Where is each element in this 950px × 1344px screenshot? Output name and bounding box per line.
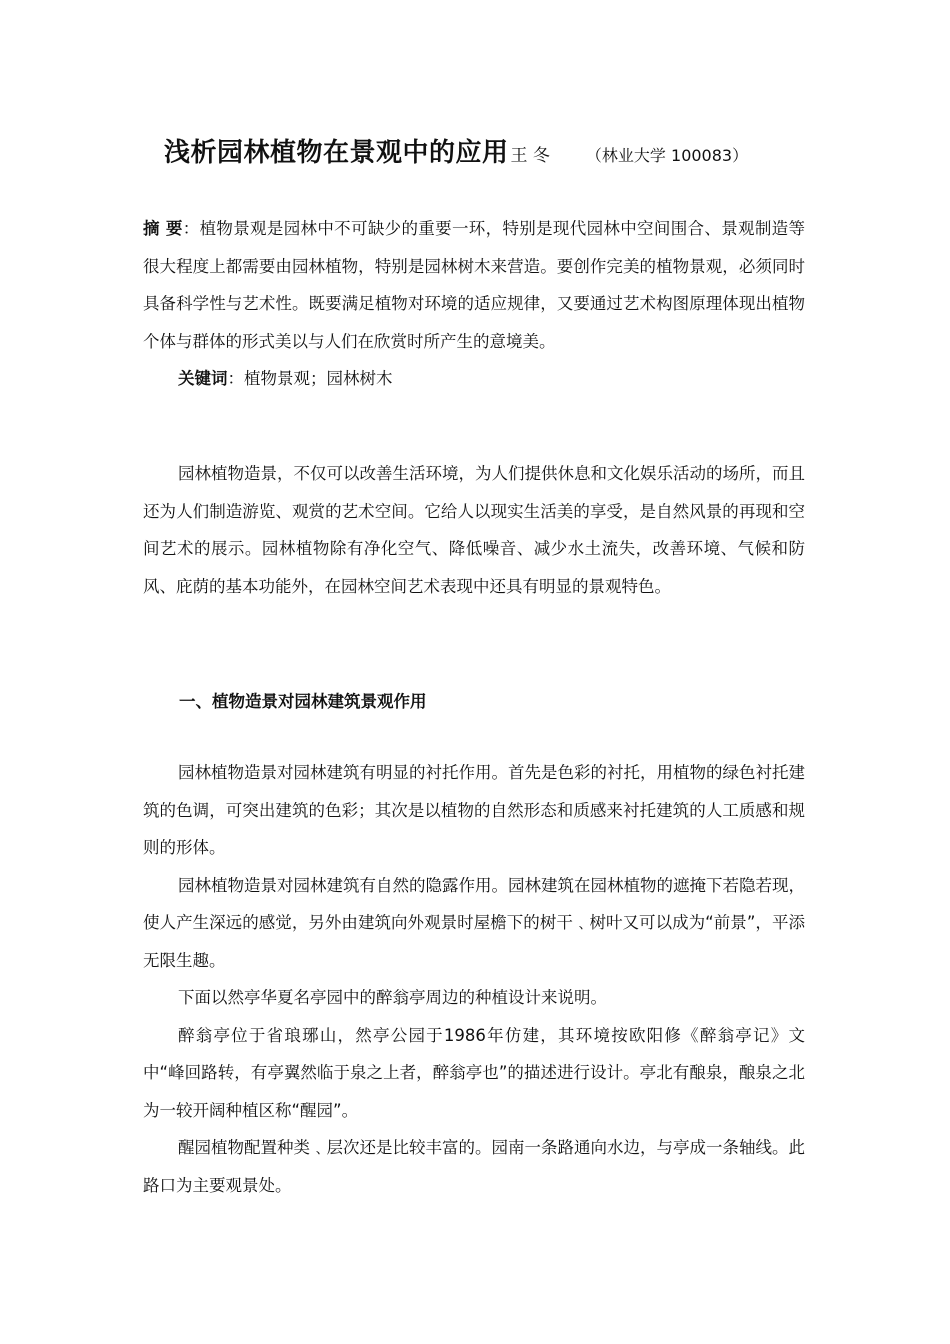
abstract-separator: ： bbox=[182, 219, 200, 238]
body-paragraph: 园林植物造景对园林建筑有自然的隐露作用。园林建筑在园林植物的遮掩下若隐若现，使人产生深远的感觉，另外由建筑向外观景时屋檐下的树干﹑树叶又可以成为“前景”，平添无限生趣。 bbox=[143, 875, 805, 970]
abstract-paragraph bbox=[143, 210, 805, 360]
title-line bbox=[164, 132, 748, 169]
section-heading: 一、植物造景对园林建筑景观作用 bbox=[179, 692, 427, 711]
keywords-label: 关键词 bbox=[178, 369, 228, 388]
author-name: 王 冬 bbox=[510, 146, 550, 166]
body-paragraph: 醒园植物配置种类﹑层次还是比较丰富的。园南一条路通向水边，与亭成一条轴线。此路口为主要观景处。 bbox=[143, 1138, 805, 1195]
intro-block bbox=[143, 455, 805, 605]
abstract-label: 摘 要 bbox=[143, 219, 183, 238]
page-title: 浅析园林植物在景观中的应用 bbox=[164, 138, 509, 168]
abstract-block bbox=[143, 210, 805, 398]
body-paragraph: 下面以然亭华夏名亭园中的醉翁亭周边的种植设计来说明。 bbox=[178, 988, 607, 1007]
keywords-separator: ： bbox=[227, 369, 244, 388]
abstract-text: 植物景观是园林中不可缺少的重要一环，特别是现代园林中空间围合、景观制造等很大程度上都需要由园林植物，特别是园林树木来营造。要创作完美的植物景观，必须同时具备科学性与艺术性。既要满足植物对环境的适应规律，又要通过艺术构图原理体现出植物个体与群体的形式美以与人们在欣赏时所产生的意境美。 bbox=[143, 219, 806, 351]
body-paragraph: 园林植物造景对园林建筑有明显的衬托作用。首先是色彩的衬托，用植物的绿色衬托建筑的色调，可突出建筑的色彩；其次是以植物的自然形态和质感来衬托建筑的人工质感和规则的形体。 bbox=[143, 763, 805, 857]
body-paragraph: 醉翁亭位于省琅琊山，然亭公园于1986年仿建，其环境按欧阳修《醉翁亭记》文中“峰回路转，有亭翼然临于泉之上者，醉翁亭也”的描述进行设计。亭北有酿泉，酿泉之北为一较开阔种植区称“醒园”。 bbox=[143, 1025, 805, 1120]
keywords-paragraph bbox=[143, 360, 805, 398]
section-body bbox=[143, 754, 805, 1204]
intro-paragraph: 园林植物造景，不仅可以改善生活环境，为人们提供休息和文化娱乐活动的场所，而且还为人们制造游览、观赏的艺术空间。它给人以现实生活美的享受，是自然风景的再现和空间艺术的展示。园林植物除有净化空气、降低噪音、减少水土流失，改善环境、气候和防风、庇荫的基本功能外，在园林空间艺术表现中还具有明显的景观特色。 bbox=[143, 464, 805, 596]
author-affiliation: （林业大学 100083） bbox=[585, 146, 749, 165]
keywords-text: 植物景观；园林树木 bbox=[244, 369, 393, 388]
